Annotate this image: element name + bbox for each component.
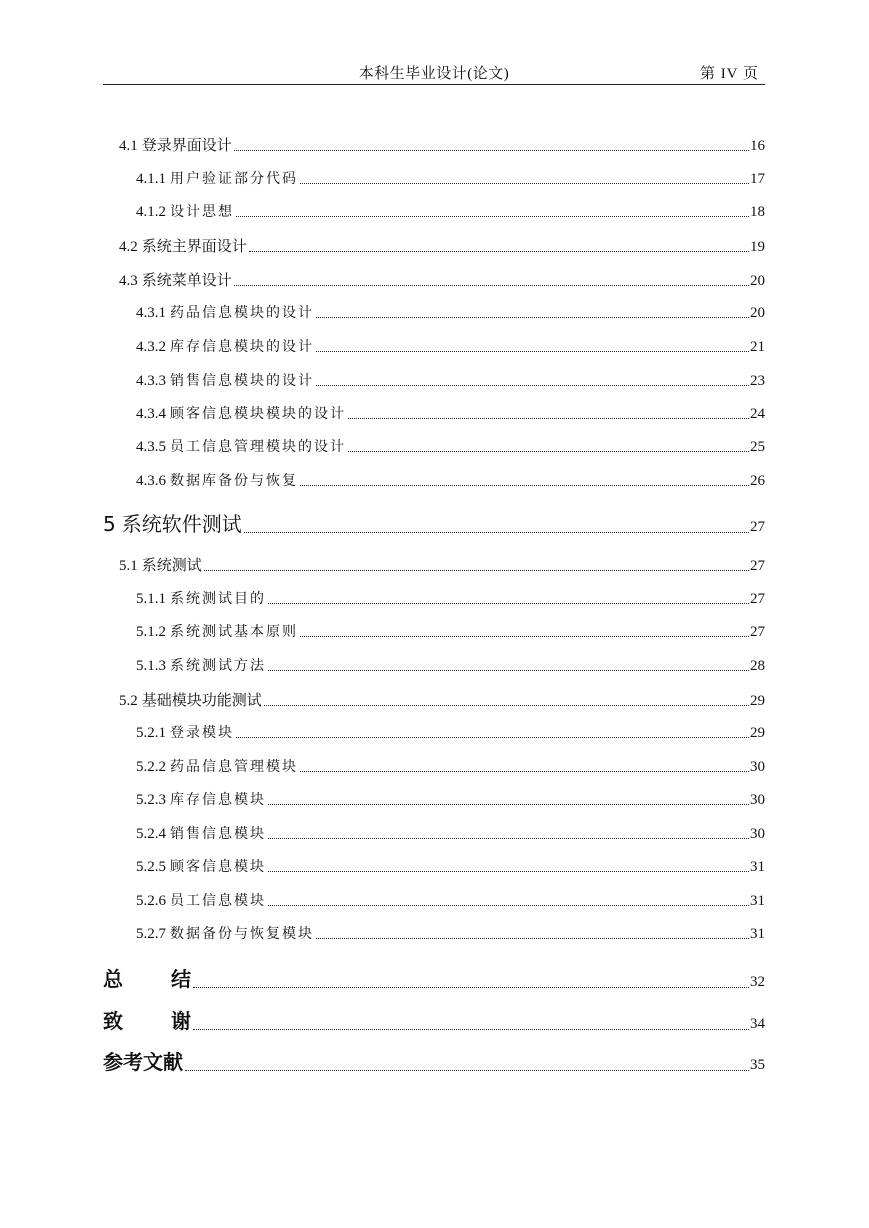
toc-entry-title: 库存信息模块: [170, 792, 266, 808]
toc-entry-page: 20: [750, 305, 765, 321]
toc-entry-title: 数据库备份与恢复: [170, 473, 298, 489]
toc-entry-number: 5.2.3: [136, 792, 166, 808]
header-page-number: 第 IV 页: [699, 66, 759, 82]
toc-entry-title: 系统测试方法: [170, 658, 266, 674]
toc-entry-title: 药品信息管理模块: [170, 759, 298, 775]
toc-entry-title: 系统菜单设计: [141, 271, 232, 289]
toc-entry-5-2-7[interactable]: [136, 923, 765, 943]
toc-entry-page: 17: [750, 171, 765, 187]
toc-entry-page: 18: [750, 204, 765, 220]
dot-leader: [264, 705, 749, 706]
toc-entry-page: 27: [750, 519, 765, 535]
dot-leader: [316, 385, 749, 386]
toc-entry-page: 21: [750, 339, 765, 355]
toc-entry-number: 5.2.2: [136, 759, 166, 775]
toc-entry-page: 16: [750, 138, 765, 154]
toc-entry-title: 数据备份与恢复模块: [170, 926, 314, 942]
toc-entry-title: 员工信息模块: [170, 893, 266, 909]
toc-entry-title: 库存信息模块的设计: [170, 339, 314, 355]
toc-entry-page: 31: [750, 859, 765, 875]
toc-entry-number: 4.3.4: [136, 406, 166, 422]
toc-entry-4-3[interactable]: [119, 269, 765, 290]
toc-entry-number: 5.2.6: [136, 893, 166, 909]
toc-entry-5-2[interactable]: [119, 689, 765, 710]
toc-entry-page: 35: [750, 1057, 765, 1073]
toc-entry-number: 5.1.3: [136, 658, 166, 674]
toc-entry-number: 5.2: [119, 693, 138, 709]
toc-entry-page: 24: [750, 406, 765, 422]
dot-leader: [316, 351, 749, 352]
dot-leader: [300, 183, 749, 184]
dot-leader: [316, 317, 749, 318]
toc-entry-title: 销售信息模块: [170, 826, 266, 842]
toc-entry-number: 5: [103, 512, 116, 536]
toc-entry-summary[interactable]: [103, 963, 765, 992]
dot-leader: [316, 938, 749, 939]
toc-entry-title: 登录模块: [170, 725, 234, 741]
toc-entry-title: 设计思想: [170, 204, 234, 220]
toc-entry-page: 34: [750, 1016, 765, 1032]
toc-entry-number: 5.1: [119, 558, 138, 574]
toc-entry-5-2-3[interactable]: [136, 789, 765, 809]
toc-entry-number: 4.1: [119, 138, 138, 154]
toc-entry-4-3-5[interactable]: [136, 436, 765, 456]
toc-entry-5-2-2[interactable]: [136, 756, 765, 776]
toc-entry-title: 系统测试: [141, 556, 202, 574]
toc-entry-number: 5.2.4: [136, 826, 166, 842]
toc-entry-title: 顾客信息模块模块的设计: [170, 406, 346, 422]
dot-leader: [300, 771, 749, 772]
toc-entry-title: 用户验证部分代码: [170, 171, 298, 187]
toc-entry-page: 26: [750, 473, 765, 489]
dot-leader: [348, 418, 749, 419]
toc-entry-title: 致 谢: [103, 1009, 191, 1033]
dot-leader: [268, 871, 749, 872]
toc-entry-title: 登录界面设计: [141, 136, 232, 154]
toc-entry-5-2-1[interactable]: [136, 722, 765, 742]
toc-entry-page: 29: [750, 725, 765, 741]
dot-leader: [204, 570, 749, 571]
toc-entry-number: 4.3.2: [136, 339, 166, 355]
toc-entry-page: 25: [750, 439, 765, 455]
toc-entry-page: 27: [750, 591, 765, 607]
toc-entry-4-3-4[interactable]: [136, 403, 765, 423]
toc-entry-number: 5.2.1: [136, 725, 166, 741]
toc-entry-5-2-5[interactable]: [136, 856, 765, 876]
toc-entry-page: 23: [750, 373, 765, 389]
dot-leader: [244, 532, 749, 533]
dot-leader: [268, 838, 749, 839]
dot-leader: [236, 737, 749, 738]
toc-entry-page: 31: [750, 893, 765, 909]
toc-entry-4-2[interactable]: [119, 235, 765, 256]
toc-entry-page: 30: [750, 759, 765, 775]
toc-entry-page: 28: [750, 658, 765, 674]
toc-entry-title: 顾客信息模块: [170, 859, 266, 875]
dot-leader: [268, 603, 749, 604]
toc-entry-title: 药品信息模块的设计: [170, 305, 314, 321]
toc-entry-5-1[interactable]: [119, 554, 765, 575]
dot-leader: [268, 905, 749, 906]
toc-entry-number: 4.3.6: [136, 473, 166, 489]
toc-entry-number: 5.2.5: [136, 859, 166, 875]
dot-leader: [268, 804, 749, 805]
dot-leader: [193, 1029, 749, 1030]
toc-entry-page: 30: [750, 826, 765, 842]
toc-entry-title: 系统主界面设计: [141, 237, 247, 255]
toc-entry-page: 29: [750, 693, 765, 709]
toc-entry-title: 总 结: [103, 967, 191, 991]
toc-entry-number: 4.3.3: [136, 373, 166, 389]
toc-entry-4-3-6[interactable]: [136, 470, 765, 490]
dot-leader: [300, 636, 749, 637]
toc-entry-page: 32: [750, 974, 765, 990]
toc-entry-5-1-1[interactable]: [136, 588, 765, 608]
toc-entry-page: 20: [750, 273, 765, 289]
toc-entry-4-1-2[interactable]: [136, 201, 765, 221]
dot-leader: [268, 670, 749, 671]
dot-leader: [234, 285, 749, 286]
toc-entry-title: 基础模块功能测试: [141, 691, 262, 709]
dot-leader: [236, 216, 749, 217]
toc-entry-4-3-1[interactable]: [136, 302, 765, 322]
toc-entry-title: 销售信息模块的设计: [170, 373, 314, 389]
toc-entry-title: 系统测试基本原则: [170, 624, 298, 640]
toc-entry-title: 员工信息管理模块的设计: [170, 439, 346, 455]
toc-entry-5-1-3[interactable]: [136, 655, 765, 675]
header-title: 本科生毕业设计(论文): [358, 66, 510, 82]
toc-entry-number: 4.1.1: [136, 171, 166, 187]
toc-entry-number: 4.3: [119, 273, 138, 289]
toc-entry-page: 27: [750, 558, 765, 574]
toc-entry-page: 19: [750, 239, 765, 255]
toc-entry-number: 4.2: [119, 239, 138, 255]
toc-entry-4-1[interactable]: [119, 134, 765, 155]
toc-entry-number: 5.1.1: [136, 591, 166, 607]
dot-leader: [234, 150, 749, 151]
toc-entry-5-2-6[interactable]: [136, 890, 765, 910]
toc-entry-number: 5.1.2: [136, 624, 166, 640]
dot-leader: [193, 987, 749, 988]
toc-entry-title: 参考文献: [103, 1050, 183, 1074]
toc-entry-page: 31: [750, 926, 765, 942]
dot-leader: [185, 1070, 749, 1071]
dot-leader: [249, 251, 749, 252]
dot-leader: [348, 451, 749, 452]
toc-entry-5-1-2[interactable]: [136, 621, 765, 641]
toc-entry-4-3-2[interactable]: [136, 336, 765, 356]
toc-entry-page: 30: [750, 792, 765, 808]
toc-entry-number: 5.2.7: [136, 926, 166, 942]
toc-entry-title: 系统软件测试: [121, 512, 242, 536]
toc-entry-4-3-3[interactable]: [136, 370, 765, 390]
toc-entry-acknowledgements[interactable]: [103, 1005, 765, 1034]
toc-entry-5-2-4[interactable]: [136, 823, 765, 843]
toc-entry-number: 4.3.1: [136, 305, 166, 321]
toc-entry-title: 系统测试目的: [170, 591, 266, 607]
toc-entry-5[interactable]: [103, 508, 765, 537]
toc-entry-number: 4.3.5: [136, 439, 166, 455]
dot-leader: [300, 485, 749, 486]
toc-entry-references[interactable]: [103, 1046, 765, 1075]
toc-entry-number: 4.1.2: [136, 204, 166, 220]
toc-entry-4-1-1[interactable]: [136, 168, 765, 188]
toc-entry-page: 27: [750, 624, 765, 640]
